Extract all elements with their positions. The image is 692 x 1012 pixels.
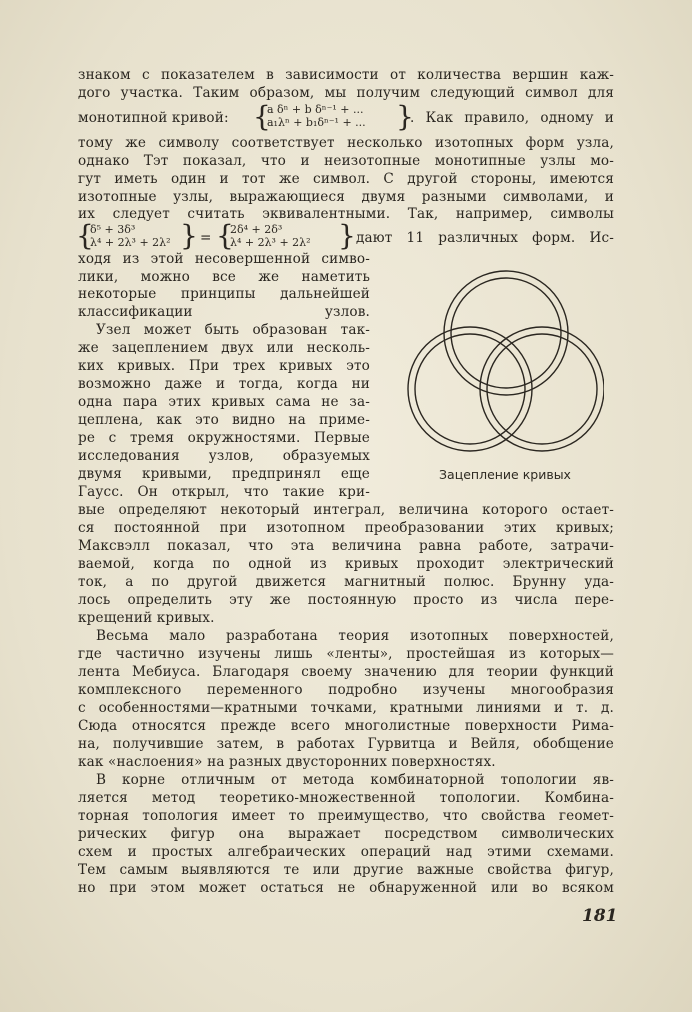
text-line-40: ляется метод теоретико-множественной топологии. Комбина-	[78, 790, 614, 806]
formula2-equals: =	[200, 230, 212, 246]
text-line-43: схем и простых алгебраических операций над этими схемами.	[78, 844, 614, 860]
text-line-26: Максвэлл показал, что эта величина равна работе, затрачи-	[78, 538, 614, 554]
text-line-42: рических фигур она выражает посредством символических	[78, 826, 614, 842]
text-line-14: Узел может быть образован так-	[96, 322, 370, 338]
formula2-open-brace-left: {	[76, 219, 94, 252]
formula2-close-brace-right: }	[338, 219, 356, 252]
text-line-3a: монотипной кривой:	[78, 110, 229, 126]
formula2-left-bottom: λ⁴ + 2λ³ + 2λ²	[90, 236, 171, 249]
text-line-22: двумя кривыми, предпринял еще	[78, 466, 370, 482]
text-line-20: ре с тремя окружностями. Первые	[78, 430, 370, 446]
text-line-23: Гаусс. Он открыл, что такие кри-	[78, 484, 370, 500]
ring-top	[444, 271, 568, 395]
text-line-28: ток, а по другой движется магнитный полюс. Брунну уда-	[78, 574, 614, 590]
text-line-10: ходя из этой несовершенной симво-	[78, 251, 370, 267]
formula2-open-brace-right: {	[216, 219, 234, 252]
text-line-25: ся постоянной при изотопном преобразовании этих кривых;	[78, 520, 614, 536]
text-line-6: гут иметь один и тот же символ. С другой стороны, имеются	[78, 171, 614, 187]
text-line-15: же зацеплением двух или несколь-	[78, 340, 370, 356]
text-line-8: их следует считать эквивалентными. Так, например, символы	[78, 206, 614, 222]
formula1-open-brace: {	[253, 100, 271, 133]
text-line-32: где частично изучены лишь «ленты», простейшая из которых—	[78, 646, 614, 662]
text-line-36: Сюда относятся прежде всего многолистные поверхности Рима-	[78, 718, 614, 734]
text-line-24: вые определяют некоторый интеграл, величина которого остает-	[78, 502, 614, 518]
text-line-2: дого участка. Таким образом, мы получим следующий символ для	[78, 85, 614, 101]
text-line-37: на, получившие затем, в работах Гурвитца и Вейля, обобщение	[78, 736, 614, 752]
text-line-19: цеплена, как это видно на приме-	[78, 412, 370, 428]
text-line-33: лента Мебиуса. Благодаря своему значению для теории функций	[78, 664, 614, 680]
formula2-close-brace-left: }	[180, 219, 198, 252]
text-line-34: комплексного переменного подробно изучены многообразия	[78, 682, 614, 698]
text-line-30: крещений кривых.	[78, 610, 215, 626]
text-line-16: ких кривых. При трех кривых это	[78, 358, 370, 374]
text-line-39: В корне отличным от метода комбинаторной топологии яв-	[96, 772, 614, 788]
text-line-31: Весьма мало разработана теория изотопных поверхностей,	[96, 628, 614, 644]
figure-caption: Зацепление кривых	[439, 467, 571, 482]
text-line-38: как «наслоения» на разных двусторонних поверхностях.	[78, 754, 496, 770]
text-line-3b: . Как правило, одному и	[410, 110, 614, 126]
text-line-4: тому же символу соответствует несколько изотопных форм узла,	[78, 135, 614, 151]
ring-left	[408, 327, 532, 451]
text-line-5: однако Тэт показал, что и неизотопные монотипные узлы мо-	[78, 153, 614, 169]
text-line-9: дают 11 различных форм. Ис-	[356, 230, 614, 246]
page-number: 181	[582, 906, 618, 926]
text-line-35: с особенностями—кратными точками, кратными линиями и т. д.	[78, 700, 614, 716]
formula2-left-top: δ⁵ + 3δ³	[90, 223, 136, 236]
linked-rings-figure	[404, 263, 604, 463]
text-line-7: изотопные узлы, выражающиеся двумя разными символами, и	[78, 189, 614, 205]
ring-right	[480, 327, 604, 451]
text-line-11: лики, можно все же наметить	[78, 269, 370, 285]
text-line-27: ваемой, когда по одной из кривых проходит электрический	[78, 556, 614, 572]
text-line-45: но при этом может остаться не обнаруженной или во всяком	[78, 880, 614, 896]
text-line-44: Тем самым выявляются те или другие важные свойства фигур,	[78, 862, 614, 878]
formula2-right-bottom: λ⁴ + 2λ³ + 2λ²	[230, 236, 311, 249]
text-line-41: торная топология имеет то преимущество, что свойства геомет-	[78, 808, 614, 824]
text-line-17: возможно даже и тогда, когда ни	[78, 376, 370, 392]
text-line-29: лось определить эту же постоянную просто из числа пере-	[78, 592, 614, 608]
formula1-bottom: a₁λⁿ + b₁δⁿ⁻¹ + ...	[267, 116, 366, 129]
text-line-1: знаком с показателем в зависимости от количества вершин каж-	[78, 67, 614, 83]
formula2-right-top: 2δ⁴ + 2δ³	[230, 223, 283, 236]
formula1-top: a δⁿ + b δⁿ⁻¹ + ...	[267, 103, 364, 116]
text-line-12: некоторые принципы дальнейшей	[78, 286, 370, 302]
text-line-18: одна пара этих кривых сама не за-	[78, 394, 370, 410]
text-line-13: классификации узлов.	[78, 304, 370, 320]
formula1-close-brace: }	[396, 100, 414, 133]
text-line-21: исследования узлов, образуемых	[78, 448, 370, 464]
